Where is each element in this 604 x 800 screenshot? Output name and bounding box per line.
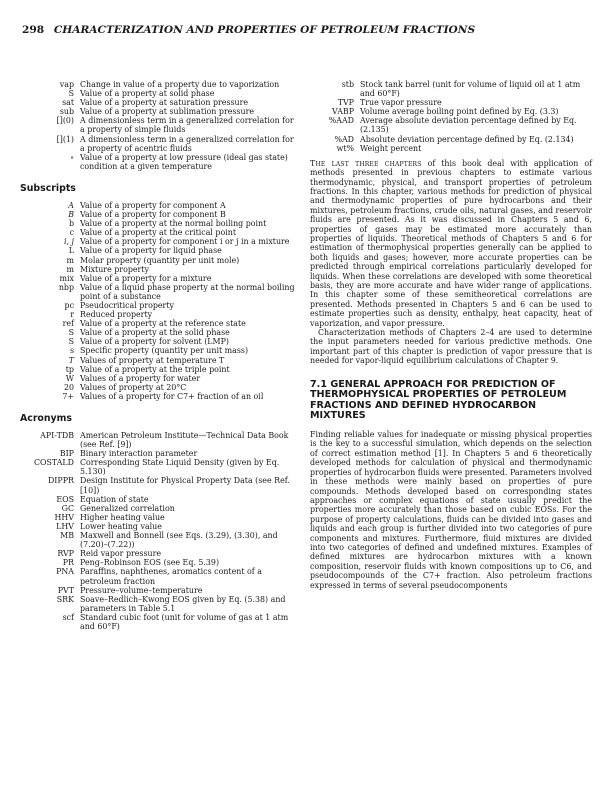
left-top-defs-entry: [20, 80, 300, 89]
acronyms-entry: [20, 558, 300, 567]
entry-symbol: pc: [64, 300, 74, 310]
right-defs-entry: [310, 144, 592, 153]
intro-paragraph-1: [310, 159, 592, 328]
subscripts-entry: [20, 383, 300, 392]
running-title: CHARACTERIZATION AND PROPERTIES OF PETROLEUM FRACTIONS: [53, 24, 476, 36]
entry-description: Generalized correlation: [80, 503, 175, 513]
entry-description: Values of a property for water: [80, 373, 201, 383]
entry-description: True vapor pressure: [360, 98, 442, 108]
entry-description: Value of a property at the solid phase: [80, 328, 230, 338]
left-top-defs-entry: [20, 98, 300, 107]
entry-symbol: A: [68, 200, 74, 210]
intro-paragraph-2: Characterization methods of Chapters 2–4 are used to determine the input parameters needed for various predictive methods. One important part of this chapter is prediction of vapor pressure that is needed for vapor-liquid equilibrium calculations of Chapter 9.: [310, 328, 592, 366]
acronyms-heading: Acronyms: [20, 413, 73, 424]
entry-description: Value of a property for a mixture: [80, 273, 212, 283]
subscripts-entry: [20, 346, 300, 355]
entry-description: Value of a liquid phase property at the normal boiling point of a substance: [80, 282, 295, 301]
entry-symbol: wt%: [336, 143, 354, 153]
entry-symbol: T: [68, 355, 74, 365]
entry-symbol: PNA: [56, 567, 74, 577]
entry-description: Higher heating value: [80, 512, 165, 522]
entry-description: Specific property (quantity per unit mass): [80, 346, 249, 356]
entry-symbol: ∘: [70, 152, 74, 162]
entry-symbol: mix: [59, 273, 74, 283]
subscripts-entry: [20, 392, 300, 401]
entry-description: Value of a property for liquid phase: [80, 246, 222, 256]
entry-symbol: API-TDB: [40, 431, 74, 440]
entry-description: A dimensionless term in a generalized correlation for a property of acentric fluids: [80, 134, 294, 153]
left-column: [20, 80, 300, 631]
entry-description: Values of property at temperature T: [80, 355, 225, 365]
entry-description: Standard cubic foot (unit for volume of gas at 1 atm and 60°F): [80, 612, 289, 631]
entry-symbol: sat: [62, 98, 74, 108]
entry-description: Absolute deviation percentage defined by Eq. (2.134): [360, 134, 574, 144]
acronyms-entry: [20, 613, 300, 631]
acronyms-list: [20, 431, 300, 631]
entry-description: A dimensionless term in a generalized correlation for a property of simple fluids: [80, 116, 294, 135]
entry-symbol: vap: [59, 80, 74, 89]
entry-symbol: L: [68, 246, 74, 256]
section-heading: 7.1 GENERAL APPROACH FOR PREDICTION OF THERMOPHYSICAL PROPERTIES OF PETROLEUM FRACTIONS AND DEFINED HYDROCARBON MIXTURES: [310, 378, 567, 422]
entry-description: Change in value of a property due to vaporization: [80, 80, 280, 89]
entry-symbol: MB: [60, 531, 74, 541]
entry-symbol: m: [66, 264, 74, 274]
entry-symbol: PR: [62, 558, 74, 568]
entry-symbol: ref: [62, 319, 74, 329]
entry-symbol: m: [66, 255, 74, 265]
acronyms-entry: [20, 476, 300, 494]
entry-symbol: S: [68, 328, 74, 338]
entry-symbol: c: [69, 228, 74, 238]
entry-description: Reduced property: [80, 310, 153, 320]
entry-symbol: S: [68, 337, 74, 347]
entry-description: Average absolute deviation percentage defined by Eq. (2.135): [360, 116, 577, 135]
entry-symbol: RVP: [57, 549, 74, 559]
entry-description: Value of a property at the critical point: [80, 228, 237, 238]
superscript-definitions: [20, 80, 300, 171]
entry-symbol: TVP: [337, 98, 354, 108]
entry-symbol: %AAD: [328, 116, 354, 126]
entry-description: Values of property at 20°C: [80, 382, 187, 392]
acronyms-entry: [20, 549, 300, 558]
subscripts-entry: [20, 246, 300, 255]
acronyms-entry: [20, 513, 300, 522]
entry-symbol: tp: [65, 364, 74, 374]
entry-symbol: %AD: [334, 134, 354, 144]
acronyms-entry: [20, 567, 300, 585]
entry-symbol: COSTALD: [33, 458, 74, 468]
right-defs-entry: [310, 135, 592, 144]
entry-description: Value of a property at solid phase: [80, 89, 215, 99]
entry-symbol: b: [68, 219, 74, 229]
entry-symbol: GC: [61, 503, 74, 513]
subscripts-list: [20, 201, 300, 401]
entry-symbol: HHV: [54, 512, 74, 522]
entry-symbol: PVT: [57, 585, 74, 595]
entry-symbol: EOS: [56, 494, 74, 504]
entry-description: Pseudocritical property: [80, 300, 174, 310]
acronyms-entry: [20, 495, 300, 504]
intro-text-1: of this book deal with application of methods presented in previous chapters to estimate various thermodynamic, physical, and transport properties of petroleum fractions. In this chapter, various methods for prediction of physical and thermodynamic properties of pure hydrocarbons and their mixtures, petroleum fractions, crude oils, natural gases, and reservoir fluids are presented. As it was discussed in Chapters 5 and 6, properties of gases may be estimated more accurately than properties of liquids. Theoretical methods of Chapters 5 and 6 for estimation of thermophysical properties generally can be applied to both liquids and gases; however, more accurate properties can be predicted through empirical correlations particularly developed for liquids. When these correlations are developed with some theoretical basis, they are more accurate and have wider range of applications. In this chapter some of these semitheoretical correlations are presented. Methods presented in Chapters 5 and 6 can be used to estimate properties such as density, enthalpy, heat capacity, heat of vaporization, and vapor pressure.: [310, 158, 592, 328]
entry-description: American Petroleum Institute—Technical Data Book (see Ref. [9]): [80, 431, 289, 450]
acronyms-continued-list: [310, 80, 592, 153]
left-top-defs-entry: [20, 116, 300, 134]
right-defs-entry: [310, 107, 592, 116]
left-top-defs-entry: [20, 153, 300, 171]
entry-description: Stock tank barrel (unit for volume of liquid oil at 1 atm and 60°F): [360, 80, 581, 99]
subscripts-entry: [20, 237, 300, 246]
subscripts-entry: [20, 210, 300, 219]
entry-description: Pressure–volume–temperature: [80, 585, 203, 595]
right-defs-entry: [310, 116, 592, 134]
entry-description: Lower heating value: [80, 521, 162, 531]
entry-symbol: S: [68, 89, 74, 99]
subscripts-entry: [20, 201, 300, 210]
right-defs-entry: [310, 80, 592, 98]
subscripts-entry: [20, 274, 300, 283]
entry-description: Maxwell and Bonnell (see Eqs. (3.29), (3.30), and (7.20)–(7.22)): [80, 531, 278, 550]
subscripts-entry: [20, 256, 300, 265]
entry-description: Design Institute for Physical Property Data (see Ref. [10]): [80, 476, 290, 495]
subscripts-entry: [20, 319, 300, 328]
entry-description: Values of a property for C7+ fraction of an oil: [80, 391, 264, 401]
entry-description: Mixture property: [80, 264, 149, 274]
entry-symbol: BIP: [59, 449, 74, 459]
right-column: [310, 80, 592, 590]
entry-description: Weight percent: [360, 143, 422, 153]
entry-symbol: sub: [59, 107, 74, 117]
entry-symbol: 20: [63, 382, 74, 392]
entry-symbol: [](1): [56, 134, 74, 144]
subscripts-entry: [20, 228, 300, 237]
acronyms-entry: [20, 531, 300, 549]
subscripts-entry: [20, 374, 300, 383]
entry-description: Equation of state: [80, 494, 149, 504]
entry-description: Volume average boiling point defined by Eq. (3.3): [360, 107, 559, 117]
subscripts-entry: [20, 337, 300, 346]
section-paragraph-1: Finding reliable values for inadequate or missing physical properties is the key to a successful simulation, which depends on the selection of correct estimation method [1]. In Chapters 5 and 6 theoretically developed methods for calculation of physical and thermodynamic properties of hydrocarbon fluids were presented. Parameters involved in these methods were mainly based on properties of pure compounds. Methods developed based on corresponding states approaches or complex equations of state usually predict the properties more accurately than those based on cubic EOSs. For the purpose of property calculations, fluids can be divided into gases and liquids and each group is further divided into two categories of pure components and mixtures. Furthermore, fluid mixtures are divided into two categories of defined and undefined mixtures. Examples of defined mixtures are hydrocarbon mixtures with a known composition, reservoir fluids with known compositions up to C6, and pseudocompounds of the C7+ fraction. Also petroleum fractions expressed in terms of several pseudocomponents: [310, 430, 592, 590]
entry-description: Binary interaction parameter: [80, 449, 198, 459]
entry-symbol: DIPPR: [47, 476, 74, 486]
entry-symbol: SRK: [56, 594, 74, 604]
acronyms-entry: [20, 431, 300, 449]
entry-description: Value of a property for solvent (LMP): [80, 337, 230, 347]
entry-symbol: B: [68, 210, 74, 220]
subscripts-entry: [20, 356, 300, 365]
entry-description: Value of a property for component i or j in a mixture: [80, 237, 290, 247]
entry-symbol: r: [70, 310, 74, 320]
subscripts-heading: Subscripts: [20, 182, 76, 194]
entry-symbol: 7+: [62, 391, 74, 401]
entry-symbol: s: [69, 346, 74, 356]
acronyms-entry: [20, 586, 300, 595]
running-header: [22, 24, 582, 36]
entry-description: Corresponding State Liquid Density (given by Eq. 5.130): [80, 458, 280, 477]
intro-lead-in: The last three chapters: [310, 158, 422, 168]
entry-description: Value of a property for component A: [80, 200, 226, 210]
left-top-defs-entry: [20, 135, 300, 153]
subscripts-entry: [20, 265, 300, 274]
entry-description: Reid vapor pressure: [80, 549, 162, 559]
subscripts-entry: [20, 283, 300, 301]
entry-symbol: stb: [341, 80, 354, 89]
subscripts-entry: [20, 310, 300, 319]
entry-description: Molar property (quantity per unit mole): [80, 255, 240, 265]
entry-description: Value of a property at the reference state: [80, 319, 246, 329]
entry-description: Value of a property at saturation pressure: [80, 98, 249, 108]
subscripts-entry: [20, 365, 300, 374]
left-top-defs-entry: [20, 89, 300, 98]
acronyms-entry: [20, 449, 300, 458]
entry-symbol: LHV: [56, 521, 74, 531]
acronyms-entry: [20, 458, 300, 476]
entry-description: Value of a property at low pressure (ideal gas state) condition at a given temperature: [80, 152, 288, 171]
entry-symbol: nbp: [58, 282, 74, 292]
entry-symbol: scf: [62, 612, 74, 622]
subscripts-entry: [20, 219, 300, 228]
right-defs-entry: [310, 98, 592, 107]
subscripts-entry: [20, 328, 300, 337]
entry-description: Value of a property at the normal boiling point: [80, 219, 267, 229]
entry-symbol: i, j: [64, 237, 74, 247]
entry-description: Soave–Redlich–Kwong EOS given by Eq. (5.38) and parameters in Table 5.1: [80, 594, 286, 613]
entry-symbol: [](0): [56, 116, 74, 126]
acronyms-entry: [20, 595, 300, 613]
entry-symbol: VABP: [332, 107, 354, 117]
entry-description: Value of a property at sublimation pressure: [80, 107, 255, 117]
entry-symbol: W: [65, 373, 74, 383]
acronyms-entry: [20, 504, 300, 513]
left-top-defs-entry: [20, 107, 300, 116]
page-number: 298: [22, 24, 45, 36]
acronyms-entry: [20, 522, 300, 531]
entry-description: Peng–Robinson EOS (see Eq. 5.39): [80, 558, 220, 568]
entry-description: Value of a property at the triple point: [80, 364, 230, 374]
subscripts-entry: [20, 301, 300, 310]
entry-description: Paraffins, naphthenes, aromatics content of a petroleum fraction: [80, 567, 262, 586]
entry-description: Value of a property for component B: [80, 210, 226, 220]
